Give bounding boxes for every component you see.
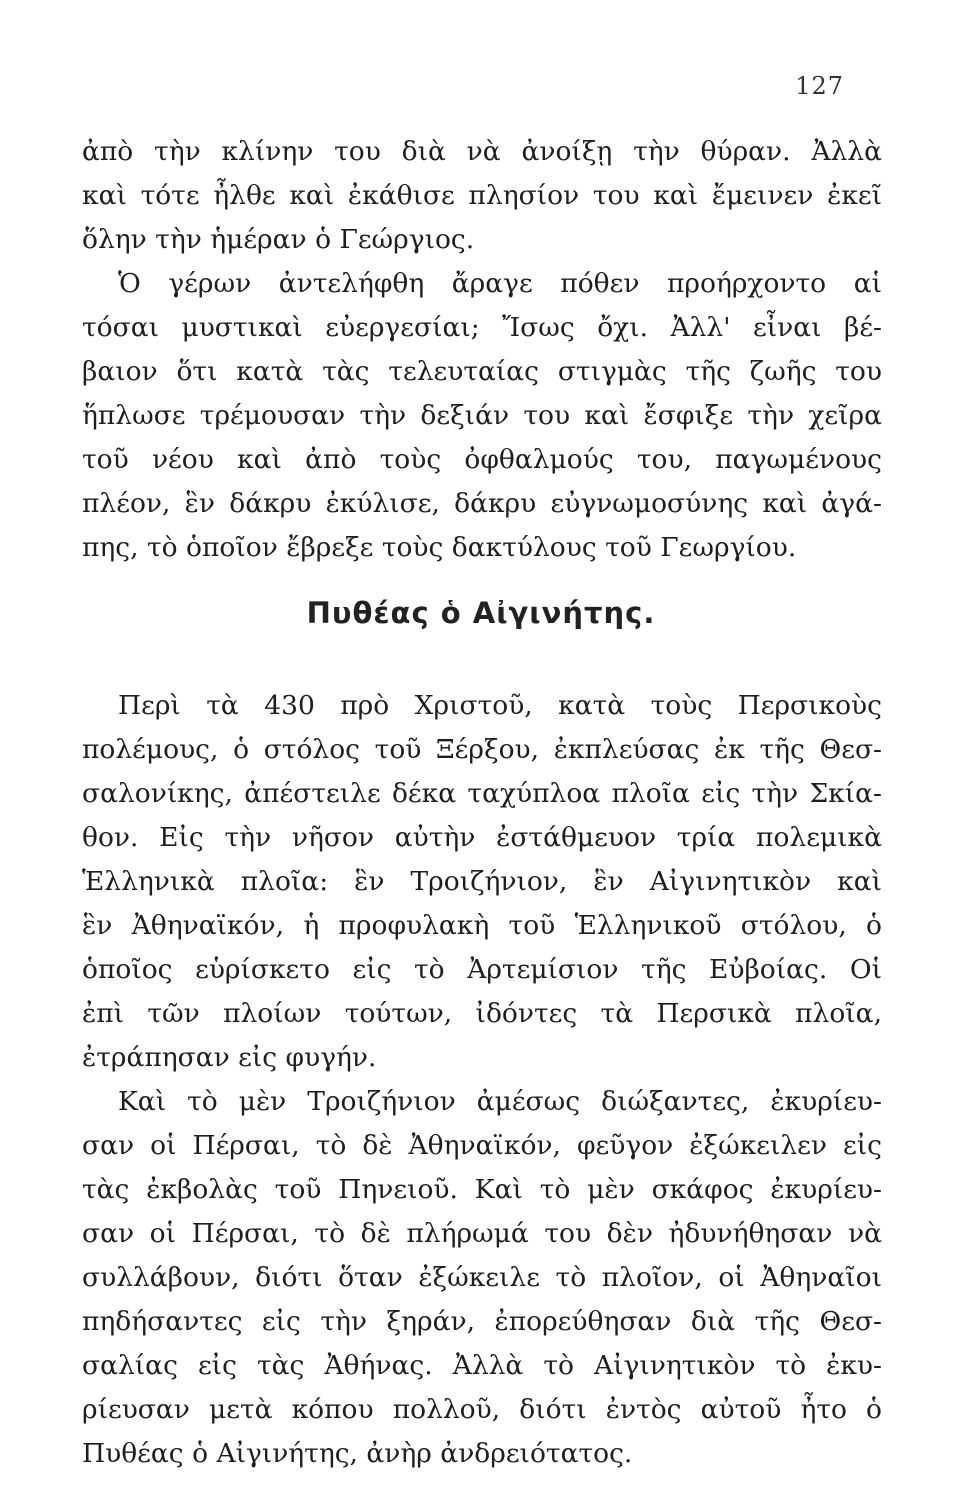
section-body-text (82, 684, 882, 1476)
text-line: πης, τὸ ὁποῖον ἔβρεξε τοὺς δακτύλους τοῦ Γεωργίου. (82, 532, 797, 563)
text-line: ὁποῖος εὑρίσκετο εἰς τὸ Ἀρτεμίσιον τῆς Εὐβοίας. Οἱ (82, 954, 882, 985)
section-heading: Πυθέας ὁ Αἰγινήτης. (306, 596, 656, 630)
text-line: Πυθέας ὁ Αἰγινήτης, ἀνὴρ ἀνδρειότατος. (82, 1438, 633, 1469)
text-line: σαλονίκης, ἀπέστειλε δέκα ταχύπλοα πλοῖα εἰς τὴν Σκία- (82, 778, 882, 809)
text-line: ἀπὸ τὴν κλίνην του διὰ νὰ ἀνοίξῃ τὴν θύραν. Ἀλλὰ (82, 136, 882, 167)
story-ending-text (82, 130, 882, 570)
text-line: θον. Εἰς τὴν νῆσον αὐτὴν ἐστάθμευον τρία πολεμικὰ (82, 822, 882, 853)
text-line: τὰς ἐκβολὰς τοῦ Πηνειοῦ. Καὶ τὸ μὲν σκάφος ἐκυρίευ- (82, 1174, 882, 1205)
text-line: ἓν Ἀθηναϊκόν, ἡ προφυλακὴ τοῦ Ἑλληνικοῦ στόλου, ὁ (82, 910, 882, 941)
page-number: 127 (795, 72, 844, 100)
text-line: καὶ τότε ἦλθε καὶ ἐκάθισε πλησίον του καὶ ἔμεινεν ἐκεῖ (82, 180, 882, 211)
text-line: τοῦ νέου καὶ ἀπὸ τοὺς ὀφθαλμούς του, παγωμένους (82, 444, 882, 475)
text-line: Ὁ γέρων ἀντελήφθη ἄραγε πόθεν προήρχοντο αἱ (118, 268, 882, 299)
text-line: συλλάβουν, διότι ὅταν ἐξώκειλε τὸ πλοῖον, οἱ Ἀθηναῖοι (82, 1262, 882, 1293)
text-line: πηδήσαντες εἰς τὴν ξηράν, ἐπορεύθησαν διὰ τῆς Θεσ- (82, 1306, 882, 1337)
text-line: Ἑλληνικὰ πλοῖα: ἓν Τροιζήνιον, ἓν Αἰγινητικὸν καὶ (82, 866, 882, 897)
text-line: πλέον, ἓν δάκρυ ἐκύλισε, δάκρυ εὐγνωμοσύνης καὶ ἀγά- (82, 488, 882, 519)
text-line: πολέμους, ὁ στόλος τοῦ Ξέρξου, ἐκπλεύσας ἐκ τῆς Θεσ- (82, 734, 882, 765)
text-line: βαιον ὅτι κατὰ τὰς τελευταίας στιγμὰς τῆς ζωῆς του (82, 356, 882, 387)
text-line: ἐπὶ τῶν πλοίων τούτων, ἰδόντες τὰ Περσικὰ πλοῖα, (82, 998, 882, 1029)
text-line: σαλίας εἰς τὰς Ἀθήνας. Ἀλλὰ τὸ Αἰγινητικὸν τὸ ἐκυ- (82, 1350, 882, 1381)
text-line: ὅλην τὴν ἡμέραν ὁ Γεώργιος. (82, 224, 475, 255)
text-line: Καὶ τὸ μὲν Τροιζήνιον ἀμέσως διώξαντες, ἐκυρίευ- (118, 1086, 882, 1117)
text-line: ἐτράπησαν εἰς φυγήν. (82, 1042, 377, 1073)
text-line: σαν οἱ Πέρσαι, τὸ δὲ Ἀθηναϊκόν, φεῦγον ἐξώκειλεν εἰς (82, 1130, 882, 1161)
text-line: Περὶ τὰ 430 πρὸ Χριστοῦ, κατὰ τοὺς Περσικοὺς (118, 690, 882, 721)
text-line: ρίευσαν μετὰ κόπου πολλοῦ, διότι ἐντὸς αὐτοῦ ἦτο ὁ (82, 1394, 882, 1425)
text-line: ἥπλωσε τρέμουσαν τὴν δεξιάν του καὶ ἔσφιξε τὴν χεῖρα (82, 400, 882, 431)
text-line: σαν οἱ Πέρσαι, τὸ δὲ πλήρωμά του δὲν ἠδυνήθησαν νὰ (82, 1218, 882, 1249)
text-line: τόσαι μυστικαὶ εὐεργεσίαι; Ἴσως ὄχι. Ἀλλ' εἶναι βέ- (82, 312, 882, 343)
